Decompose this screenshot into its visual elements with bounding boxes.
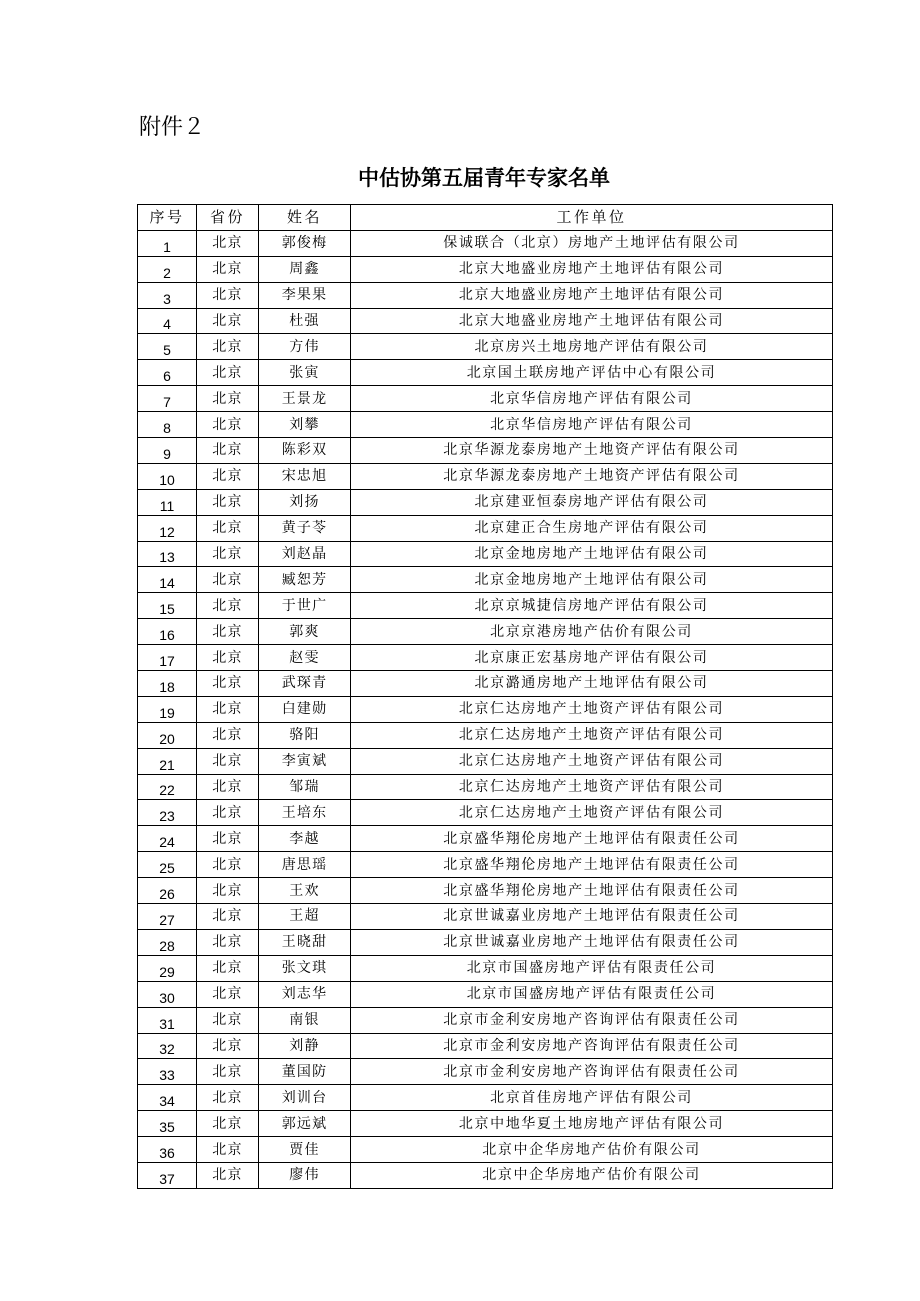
province-cell: 北京 bbox=[197, 1162, 259, 1188]
province-cell: 北京 bbox=[197, 1059, 259, 1085]
header-name: 姓名 bbox=[259, 205, 351, 231]
table-header-row bbox=[138, 205, 833, 231]
province-cell: 北京 bbox=[197, 878, 259, 904]
table-row bbox=[138, 774, 833, 800]
table-row bbox=[138, 929, 833, 955]
workplace-cell: 北京华信房地产评估有限公司 bbox=[351, 386, 833, 412]
workplace-cell: 北京盛华翔伦房地产土地评估有限责任公司 bbox=[351, 852, 833, 878]
workplace-cell: 北京市国盛房地产评估有限责任公司 bbox=[351, 981, 833, 1007]
name-cell: 廖伟 bbox=[259, 1162, 351, 1188]
table-row bbox=[138, 489, 833, 515]
province-cell: 北京 bbox=[197, 981, 259, 1007]
workplace-cell: 北京世诚嘉业房地产土地评估有限责任公司 bbox=[351, 929, 833, 955]
table-row bbox=[138, 696, 833, 722]
province-cell: 北京 bbox=[197, 230, 259, 256]
province-cell: 北京 bbox=[197, 541, 259, 567]
serial-number-cell: 23 bbox=[138, 800, 197, 826]
serial-number-cell: 32 bbox=[138, 1033, 197, 1059]
name-cell: 刘志华 bbox=[259, 981, 351, 1007]
province-cell: 北京 bbox=[197, 567, 259, 593]
province-cell: 北京 bbox=[197, 904, 259, 930]
name-cell: 张寅 bbox=[259, 360, 351, 386]
name-cell: 宋忠旭 bbox=[259, 463, 351, 489]
serial-number-cell: 6 bbox=[138, 360, 197, 386]
province-cell: 北京 bbox=[197, 360, 259, 386]
name-cell: 王景龙 bbox=[259, 386, 351, 412]
province-cell: 北京 bbox=[197, 386, 259, 412]
province-cell: 北京 bbox=[197, 826, 259, 852]
table-row bbox=[138, 567, 833, 593]
table-row bbox=[138, 904, 833, 930]
table-row bbox=[138, 1007, 833, 1033]
table-row bbox=[138, 1059, 833, 1085]
name-cell: 方伟 bbox=[259, 334, 351, 360]
workplace-cell: 北京金地房地产土地评估有限公司 bbox=[351, 567, 833, 593]
serial-number-cell: 36 bbox=[138, 1137, 197, 1163]
serial-number-cell: 13 bbox=[138, 541, 197, 567]
name-cell: 南银 bbox=[259, 1007, 351, 1033]
table-row bbox=[138, 593, 833, 619]
province-cell: 北京 bbox=[197, 412, 259, 438]
table-row bbox=[138, 645, 833, 671]
workplace-cell: 北京盛华翔伦房地产土地评估有限责任公司 bbox=[351, 878, 833, 904]
serial-number-cell: 17 bbox=[138, 645, 197, 671]
workplace-cell: 北京潞通房地产土地评估有限公司 bbox=[351, 671, 833, 697]
serial-number-cell: 11 bbox=[138, 489, 197, 515]
serial-number-cell: 33 bbox=[138, 1059, 197, 1085]
province-cell: 北京 bbox=[197, 696, 259, 722]
name-cell: 刘攀 bbox=[259, 412, 351, 438]
workplace-cell: 北京华信房地产评估有限公司 bbox=[351, 412, 833, 438]
province-cell: 北京 bbox=[197, 334, 259, 360]
province-cell: 北京 bbox=[197, 852, 259, 878]
name-cell: 臧恕芳 bbox=[259, 567, 351, 593]
table-row bbox=[138, 256, 833, 282]
name-cell: 杜强 bbox=[259, 308, 351, 334]
name-cell: 李果果 bbox=[259, 282, 351, 308]
table-row bbox=[138, 826, 833, 852]
table-row bbox=[138, 748, 833, 774]
name-cell: 刘静 bbox=[259, 1033, 351, 1059]
name-cell: 王晓甜 bbox=[259, 929, 351, 955]
province-cell: 北京 bbox=[197, 308, 259, 334]
table-row bbox=[138, 981, 833, 1007]
table-row bbox=[138, 230, 833, 256]
workplace-cell: 北京首佳房地产评估有限公司 bbox=[351, 1085, 833, 1111]
workplace-cell: 北京中企华房地产估价有限公司 bbox=[351, 1162, 833, 1188]
workplace-cell: 北京仁达房地产土地资产评估有限公司 bbox=[351, 774, 833, 800]
name-cell: 王超 bbox=[259, 904, 351, 930]
name-cell: 李越 bbox=[259, 826, 351, 852]
workplace-cell: 北京国土联房地产评估中心有限公司 bbox=[351, 360, 833, 386]
name-cell: 邹瑞 bbox=[259, 774, 351, 800]
name-cell: 刘扬 bbox=[259, 489, 351, 515]
province-cell: 北京 bbox=[197, 929, 259, 955]
expert-roster-table bbox=[137, 204, 833, 1189]
table-row bbox=[138, 671, 833, 697]
province-cell: 北京 bbox=[197, 645, 259, 671]
province-cell: 北京 bbox=[197, 619, 259, 645]
serial-number-cell: 27 bbox=[138, 904, 197, 930]
serial-number-cell: 9 bbox=[138, 438, 197, 464]
province-cell: 北京 bbox=[197, 1033, 259, 1059]
workplace-cell: 北京市金利安房地产咨询评估有限责任公司 bbox=[351, 1007, 833, 1033]
name-cell: 张文琪 bbox=[259, 955, 351, 981]
name-cell: 李寅斌 bbox=[259, 748, 351, 774]
workplace-cell: 北京房兴土地房地产评估有限公司 bbox=[351, 334, 833, 360]
province-cell: 北京 bbox=[197, 515, 259, 541]
province-cell: 北京 bbox=[197, 748, 259, 774]
serial-number-cell: 19 bbox=[138, 696, 197, 722]
workplace-cell: 北京京城捷信房地产评估有限公司 bbox=[351, 593, 833, 619]
serial-number-cell: 29 bbox=[138, 955, 197, 981]
serial-number-cell: 28 bbox=[138, 929, 197, 955]
workplace-cell: 北京盛华翔伦房地产土地评估有限责任公司 bbox=[351, 826, 833, 852]
province-cell: 北京 bbox=[197, 463, 259, 489]
serial-number-cell: 21 bbox=[138, 748, 197, 774]
workplace-cell: 北京华源龙泰房地产土地资产评估有限公司 bbox=[351, 438, 833, 464]
workplace-cell: 北京市金利安房地产咨询评估有限责任公司 bbox=[351, 1059, 833, 1085]
document-title: 中估协第五届青年专家名单 bbox=[358, 166, 610, 190]
name-cell: 白建勋 bbox=[259, 696, 351, 722]
serial-number-cell: 3 bbox=[138, 282, 197, 308]
table-row bbox=[138, 334, 833, 360]
table-row bbox=[138, 438, 833, 464]
table-row bbox=[138, 282, 833, 308]
workplace-cell: 北京仁达房地产土地资产评估有限公司 bbox=[351, 748, 833, 774]
table-row bbox=[138, 360, 833, 386]
province-cell: 北京 bbox=[197, 955, 259, 981]
workplace-cell: 保诚联合（北京）房地产土地评估有限公司 bbox=[351, 230, 833, 256]
serial-number-cell: 16 bbox=[138, 619, 197, 645]
serial-number-cell: 5 bbox=[138, 334, 197, 360]
workplace-cell: 北京华源龙泰房地产土地资产评估有限公司 bbox=[351, 463, 833, 489]
serial-number-cell: 30 bbox=[138, 981, 197, 1007]
workplace-cell: 北京中企华房地产估价有限公司 bbox=[351, 1137, 833, 1163]
workplace-cell: 北京市金利安房地产咨询评估有限责任公司 bbox=[351, 1033, 833, 1059]
name-cell: 周鑫 bbox=[259, 256, 351, 282]
workplace-cell: 北京世诚嘉业房地产土地评估有限责任公司 bbox=[351, 904, 833, 930]
table-row bbox=[138, 878, 833, 904]
serial-number-cell: 1 bbox=[138, 230, 197, 256]
table-row bbox=[138, 955, 833, 981]
table-row bbox=[138, 722, 833, 748]
serial-number-cell: 37 bbox=[138, 1162, 197, 1188]
name-cell: 郭远斌 bbox=[259, 1111, 351, 1137]
serial-number-cell: 31 bbox=[138, 1007, 197, 1033]
header-workplace: 工作单位 bbox=[351, 205, 833, 231]
workplace-cell: 北京仁达房地产土地资产评估有限公司 bbox=[351, 800, 833, 826]
name-cell: 刘赵晶 bbox=[259, 541, 351, 567]
name-cell: 陈彩双 bbox=[259, 438, 351, 464]
table-row bbox=[138, 852, 833, 878]
workplace-cell: 北京中地华夏土地房地产评估有限公司 bbox=[351, 1111, 833, 1137]
province-cell: 北京 bbox=[197, 1111, 259, 1137]
workplace-cell: 北京仁达房地产土地资产评估有限公司 bbox=[351, 696, 833, 722]
workplace-cell: 北京康正宏基房地产评估有限公司 bbox=[351, 645, 833, 671]
province-cell: 北京 bbox=[197, 282, 259, 308]
province-cell: 北京 bbox=[197, 1007, 259, 1033]
workplace-cell: 北京大地盛业房地产土地评估有限公司 bbox=[351, 282, 833, 308]
table-row bbox=[138, 541, 833, 567]
workplace-cell: 北京京港房地产估价有限公司 bbox=[351, 619, 833, 645]
serial-number-cell: 14 bbox=[138, 567, 197, 593]
attachment-label: 附件２ bbox=[139, 115, 206, 140]
table-row bbox=[138, 463, 833, 489]
serial-number-cell: 18 bbox=[138, 671, 197, 697]
province-cell: 北京 bbox=[197, 256, 259, 282]
table-row bbox=[138, 1111, 833, 1137]
workplace-cell: 北京建正合生房地产评估有限公司 bbox=[351, 515, 833, 541]
table-row bbox=[138, 800, 833, 826]
table-row bbox=[138, 1162, 833, 1188]
table-row bbox=[138, 308, 833, 334]
serial-number-cell: 15 bbox=[138, 593, 197, 619]
table-row bbox=[138, 1137, 833, 1163]
table-row bbox=[138, 619, 833, 645]
table-row bbox=[138, 386, 833, 412]
serial-number-cell: 22 bbox=[138, 774, 197, 800]
header-serial-number: 序号 bbox=[138, 205, 197, 231]
name-cell: 唐思瑶 bbox=[259, 852, 351, 878]
header-province: 省份 bbox=[197, 205, 259, 231]
serial-number-cell: 20 bbox=[138, 722, 197, 748]
table-row bbox=[138, 515, 833, 541]
workplace-cell: 北京市国盛房地产评估有限责任公司 bbox=[351, 955, 833, 981]
province-cell: 北京 bbox=[197, 1085, 259, 1111]
name-cell: 郭爽 bbox=[259, 619, 351, 645]
name-cell: 王欢 bbox=[259, 878, 351, 904]
workplace-cell: 北京大地盛业房地产土地评估有限公司 bbox=[351, 256, 833, 282]
workplace-cell: 北京建亚恒泰房地产评估有限公司 bbox=[351, 489, 833, 515]
serial-number-cell: 8 bbox=[138, 412, 197, 438]
name-cell: 刘训台 bbox=[259, 1085, 351, 1111]
name-cell: 黄子苓 bbox=[259, 515, 351, 541]
province-cell: 北京 bbox=[197, 722, 259, 748]
name-cell: 董国防 bbox=[259, 1059, 351, 1085]
serial-number-cell: 2 bbox=[138, 256, 197, 282]
province-cell: 北京 bbox=[197, 593, 259, 619]
serial-number-cell: 4 bbox=[138, 308, 197, 334]
serial-number-cell: 25 bbox=[138, 852, 197, 878]
serial-number-cell: 26 bbox=[138, 878, 197, 904]
workplace-cell: 北京仁达房地产土地资产评估有限公司 bbox=[351, 722, 833, 748]
province-cell: 北京 bbox=[197, 438, 259, 464]
serial-number-cell: 7 bbox=[138, 386, 197, 412]
province-cell: 北京 bbox=[197, 800, 259, 826]
name-cell: 赵雯 bbox=[259, 645, 351, 671]
table-body bbox=[138, 230, 833, 1188]
workplace-cell: 北京金地房地产土地评估有限公司 bbox=[351, 541, 833, 567]
serial-number-cell: 24 bbox=[138, 826, 197, 852]
name-cell: 王培东 bbox=[259, 800, 351, 826]
name-cell: 于世广 bbox=[259, 593, 351, 619]
name-cell: 骆阳 bbox=[259, 722, 351, 748]
province-cell: 北京 bbox=[197, 489, 259, 515]
serial-number-cell: 35 bbox=[138, 1111, 197, 1137]
name-cell: 郭俊梅 bbox=[259, 230, 351, 256]
province-cell: 北京 bbox=[197, 671, 259, 697]
name-cell: 贾佳 bbox=[259, 1137, 351, 1163]
province-cell: 北京 bbox=[197, 1137, 259, 1163]
table-row bbox=[138, 1033, 833, 1059]
workplace-cell: 北京大地盛业房地产土地评估有限公司 bbox=[351, 308, 833, 334]
serial-number-cell: 34 bbox=[138, 1085, 197, 1111]
serial-number-cell: 10 bbox=[138, 463, 197, 489]
table-row bbox=[138, 1085, 833, 1111]
province-cell: 北京 bbox=[197, 774, 259, 800]
table-row bbox=[138, 412, 833, 438]
name-cell: 武琛青 bbox=[259, 671, 351, 697]
serial-number-cell: 12 bbox=[138, 515, 197, 541]
